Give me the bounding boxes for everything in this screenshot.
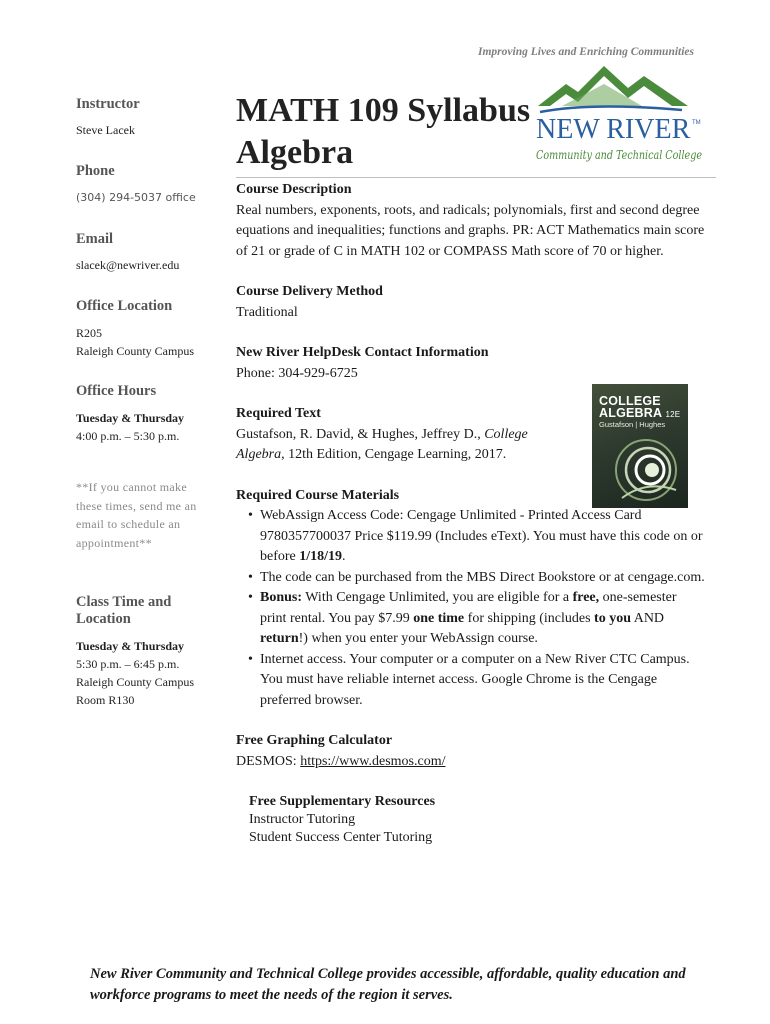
new-river-logo xyxy=(532,62,712,166)
item-text: for shipping (includes xyxy=(464,610,595,626)
note-line: these times, send me an xyxy=(76,498,197,513)
list-item: • The code can be purchased from the MBS Direct Bookstore or at cengage.com. xyxy=(236,568,706,589)
helpdesk-phone: Phone: 304-929-6725 xyxy=(236,365,358,381)
book-cover-authors: Gustafson | Hughes xyxy=(599,420,666,429)
class-time: 5:30 p.m. – 6:45 p.m. xyxy=(76,657,180,671)
office-hours-days: Tuesday & Thursday xyxy=(76,411,185,425)
materials-list xyxy=(236,506,706,711)
book-cover-edition: 12E xyxy=(665,410,681,419)
helpdesk-heading: New River HelpDesk Contact Information xyxy=(236,345,489,360)
book-edition: , 12th Edition, Cengage Learning, 2017. xyxy=(281,447,507,462)
book-title: College Algebra xyxy=(236,426,528,462)
required-text-section xyxy=(236,404,566,466)
main-content xyxy=(236,180,706,847)
course-description-text: Real numbers, exponents, roots, and radicals; polynomials, first and second degree equations and inequalities; functions and graphs. PR: ACT Mathematics main score of 21 or grade of C in MATH 102 or COMPASS Math score of 70 or higher. xyxy=(236,202,705,259)
delivery-heading: Course Delivery Method xyxy=(236,284,383,299)
delivery-text: Traditional xyxy=(236,304,298,320)
materials-heading: Required Course Materials xyxy=(236,487,400,503)
item-text: WebAssign Access Code: Cengage Unlimited - Printed Access Card 9780357700037 Price $119.99 (Includes eText). You must have this code on or before xyxy=(260,508,703,564)
class-days: Tuesday & Thursday xyxy=(76,639,185,653)
class-campus: Raleigh County Campus xyxy=(76,675,194,689)
required-text-citation xyxy=(236,425,566,466)
list-item: • Internet access. Your computer or a computer on a New River CTC Campus. You must have reliable internet access. Google Chrome is the Cengage preferred browser. xyxy=(236,650,706,712)
calculator-label: DESMOS: xyxy=(236,753,301,769)
note-line: **If you cannot make xyxy=(76,480,187,494)
note-line: email to schedule an xyxy=(76,517,181,531)
logo-name: NEW RIVER xyxy=(536,114,691,145)
title-line1: MATH 109 Syllabus xyxy=(236,92,531,129)
appointment-note xyxy=(76,478,216,552)
title-divider xyxy=(236,177,716,178)
textbook-cover-image xyxy=(592,384,688,508)
class-time-heading-line: Location xyxy=(76,611,131,627)
office-room: R205 xyxy=(76,326,103,340)
book-cover-title xyxy=(599,395,680,421)
to-you-emphasis: to you xyxy=(594,610,631,626)
calculator-line xyxy=(236,752,706,773)
course-description-heading: Course Description xyxy=(236,182,352,197)
item-text: !) when you enter your WebAssign course. xyxy=(298,631,538,646)
bonus-label: Bonus: xyxy=(260,590,303,605)
item-text: AND xyxy=(630,610,665,626)
book-cover-title2: ALGEBRA xyxy=(599,406,662,420)
delivery-section xyxy=(236,282,706,323)
one-time-emphasis: one time xyxy=(413,610,465,626)
deadline-date: 1/18/19 xyxy=(299,549,343,564)
logo-tm: TM xyxy=(692,120,701,126)
list-item xyxy=(236,588,706,650)
office-campus: Raleigh County Campus xyxy=(76,344,194,358)
calculator-section xyxy=(236,731,706,772)
item-text: one-semester print rental. You pay $7.99 xyxy=(260,590,677,626)
supplementary-item: Instructor Tutoring xyxy=(249,812,356,827)
office-location-heading: Office Location xyxy=(76,298,173,314)
instructor-name: Steve Lacek xyxy=(76,123,135,137)
river-swoosh xyxy=(540,106,682,112)
supplementary-item: Student Success Center Tutoring xyxy=(249,830,433,845)
required-text-heading: Required Text xyxy=(236,406,321,421)
class-time-heading xyxy=(76,594,216,628)
supplementary-section xyxy=(249,793,706,847)
page-title xyxy=(236,90,530,174)
book-cover-title2-line xyxy=(599,407,680,421)
note-line: appointment** xyxy=(76,535,152,550)
email-value[interactable]: slacek@newriver.edu xyxy=(76,258,180,272)
phone-value: (304) 294-5037 office xyxy=(76,191,196,204)
nautilus-art xyxy=(602,428,682,508)
course-description-section xyxy=(236,180,706,262)
title-line2: Algebra xyxy=(236,134,354,171)
instructor-heading: Instructor xyxy=(76,96,140,112)
email-heading: Email xyxy=(76,231,114,247)
office-hours-heading: Office Hours xyxy=(76,383,157,399)
book-authors: Gustafson, R. David, & Hughes, Jeffrey D., xyxy=(236,426,485,442)
class-room: Room R130 xyxy=(76,693,135,707)
item-text: With Cengage Unlimited, you are eligible for a xyxy=(302,590,573,605)
office-hours-time: 4:00 p.m. – 5:30 p.m. xyxy=(76,429,180,443)
calculator-heading: Free Graphing Calculator xyxy=(236,733,393,748)
materials-section xyxy=(236,486,706,712)
logo-subtitle: Community and Technical College xyxy=(536,148,702,162)
footer-mission: New River Community and Technical College provides accessible, affordable, quality education and workforce programs to meet the needs of the region it serves. xyxy=(90,966,686,1003)
supplementary-heading: Free Supplementary Resources xyxy=(249,794,436,809)
book-cover-title1: COLLEGE xyxy=(599,394,661,408)
class-time-heading-line: Class Time and xyxy=(76,594,172,610)
phone-heading: Phone xyxy=(76,163,115,179)
sidebar xyxy=(76,96,216,709)
free-emphasis: free, xyxy=(572,590,600,605)
item-text: . xyxy=(342,549,346,564)
list-item xyxy=(236,506,706,568)
helpdesk-section xyxy=(236,343,706,384)
desmos-link[interactable]: https://www.desmos.com/ xyxy=(300,753,446,769)
return-emphasis: return xyxy=(260,631,299,646)
tagline: Improving Lives and Enriching Communities xyxy=(478,46,694,58)
